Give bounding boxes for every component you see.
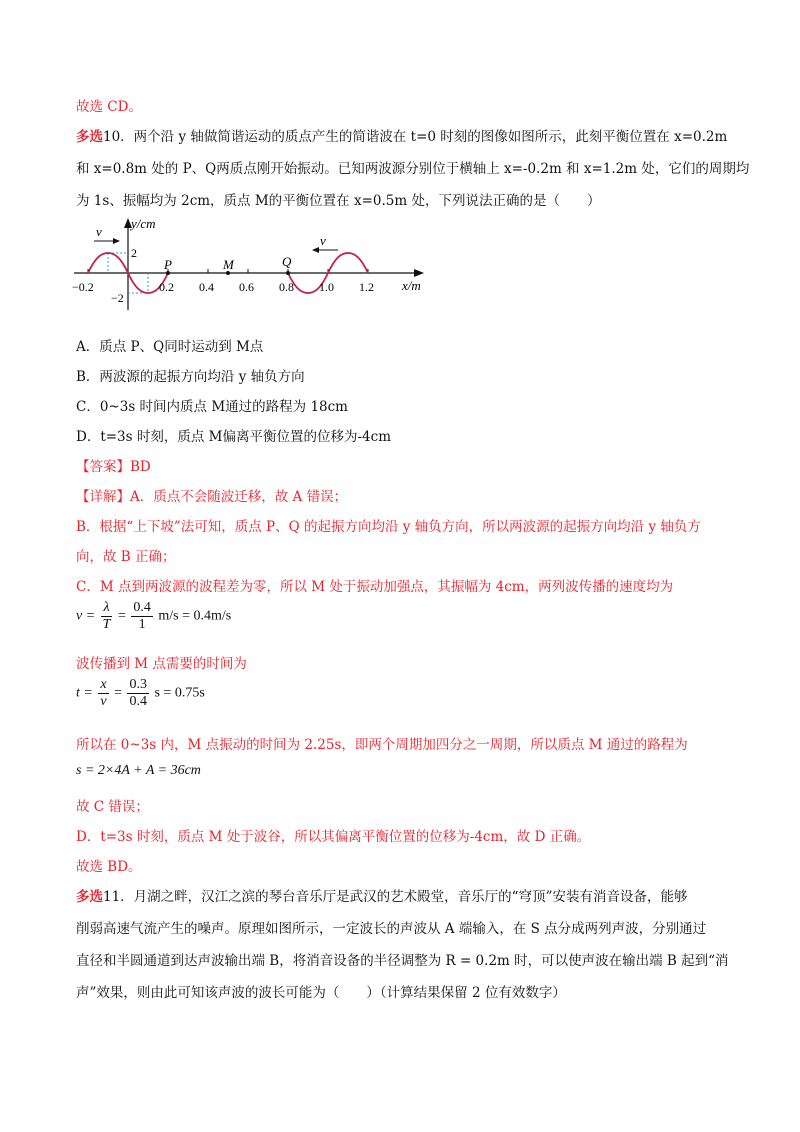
q11-line-2: 削弱高速气流产生的噪声。原理如图所示，一定波长的声波从 A 端输入，在 S 点分成两列声波，分别通过 [76, 921, 707, 937]
detail-c-1: C．M 点到两波源的波程差为零，所以 M 处于振动加强点，其振幅为 4cm，两列波传播的速度均为 [76, 579, 674, 595]
q10-line-1 [76, 127, 730, 147]
detail-d: D．t=3s 时刻，质点 M 处于波谷，所以其偏离平衡位置的位移为-4cm，故 D 正确。 [76, 829, 591, 845]
prev-answer: 故选 CD。 [76, 99, 142, 115]
detail-b-1: B．根据“上下坡”法可知，质点 P、Q 的起振方向均沿 y 轴负方向，所以两波源的起振方向均沿 y 轴负方 [76, 519, 701, 535]
x-tick-0.6: 0.6 [239, 280, 254, 294]
q11-text-1: 11．月湖之畔，汉江之滨的琴台音乐厅是武汉的艺术殿堂，音乐厅的“穹顶”安装有消音设备，能够 [103, 889, 688, 905]
x-tick-neg0.2: −0.2 [72, 280, 94, 294]
eq2-num1: x [100, 677, 107, 692]
wave-figure [68, 214, 438, 318]
q10-line-2: 和 x=0.8m 处的 P、Q两质点刚开始振动。已知两波源分别位于横轴上 x=-0.2m 和 x=1.2m 处，它们的周期均 [76, 161, 750, 177]
eq1-rhs: m/s = 0.4m/s [158, 608, 232, 624]
x-axis-label: x/m [402, 278, 421, 293]
equation-path: s = 2×4A + A = 36cm [76, 763, 201, 778]
eq2-den1: v [100, 694, 107, 709]
point-q [286, 271, 290, 275]
eq2-rhs: s = 0.75s [154, 685, 205, 701]
x-tick-0.4: 0.4 [199, 280, 214, 294]
y-tick-neg2: −2 [111, 291, 124, 305]
answer-line [76, 457, 730, 477]
label-p: P [164, 257, 172, 272]
arrow-right-icon [113, 238, 120, 244]
detail-label: 【详解】 [76, 489, 130, 505]
eq1-num2: 0.4 [133, 600, 151, 615]
label-q: Q [282, 254, 292, 269]
eq2-den2: 0.4 [129, 694, 147, 709]
detail-c-4: 故 C 错误； [76, 799, 149, 815]
equation-time: t = $\frac{x}{v}$ = $\frac{0.3}{0.4}$ s = 0.75s [76, 677, 205, 709]
arrow-left-icon [312, 247, 319, 253]
option-c: C．0~3s 时间内质点 M通过的路程为 18cm [76, 399, 348, 415]
option-a: A．质点 P、Q同时运动到 M点 [76, 339, 264, 355]
eq1-lhs: v = [76, 608, 96, 624]
q10-tag: 多选 [76, 129, 103, 145]
answer-value: BD [130, 459, 151, 475]
q11-tag: 多选 [76, 889, 103, 905]
v-label-left: v [96, 224, 102, 239]
y-tick-2: 2 [131, 246, 137, 260]
eq1-den2: 1 [138, 617, 146, 632]
x-tick-1.2: 1.2 [359, 280, 374, 294]
v-label-right: v [320, 233, 326, 248]
label-m: M [223, 257, 234, 272]
equation-velocity: v = $\frac{\lambda}{T}$ = $\frac{0.4}{1}$ m/s = 0.4m/s [76, 600, 232, 632]
q11-line-4: 声”效果，则由此可知该声波的波长可能为（ ）（计算结果保留 2 位有效数字） [76, 985, 566, 1001]
option-d: D．t=3s 时刻，质点 M偏离平衡位置的位移为-4cm [76, 429, 391, 445]
eq1-den1: T [102, 617, 111, 632]
q11-line-1 [76, 887, 730, 907]
x-tick-0.2: 0.2 [159, 280, 174, 294]
detail-a-text: A．质点不会随波迁移，故 A 错误； [130, 489, 348, 505]
option-b: B．两波源的起振方向均沿 y 轴负方向 [76, 369, 305, 385]
eq1-num1: λ [101, 600, 113, 617]
detail-c-3: 所以在 0~3s 内，M 点振动的时间为 2.25s，即两个周期加四分之一周期，所以质点 M 通过的路程为 [76, 737, 688, 753]
detail-b-2: 向，故 B 正确； [76, 549, 176, 565]
x-tick-0.8: 0.8 [279, 280, 294, 294]
detail-c-2: 波传播到 M 点需要的时间为 [76, 656, 247, 672]
q10-line-3: 为 1s、振幅均为 2cm，质点 M的平衡位置在 x=0.5m 处，下列说法正确的是（ ） [76, 193, 601, 209]
q11-line-3: 直径和半圆通道到达声波输出端 B，将消音设备的半径调整为 R = 0.2m 时，可以使声波在输出端 B 起到“消 [76, 953, 729, 969]
x-tick-1.0: 1.0 [319, 280, 334, 294]
answer-label: 【答案】 [76, 459, 130, 475]
y-axis-label: y/cm [131, 216, 156, 231]
final-answer: 故选 BD。 [76, 859, 142, 875]
q10-text-1: 10．两个沿 y 轴做简谐运动的质点产生的简谐波在 t=0 时刻的图像如图所示，此刻平衡位置在 x=0.2m [103, 129, 728, 145]
eq2-num2: 0.3 [129, 677, 147, 692]
eq2-lhs: t = [76, 685, 93, 701]
detail-a [76, 487, 730, 507]
